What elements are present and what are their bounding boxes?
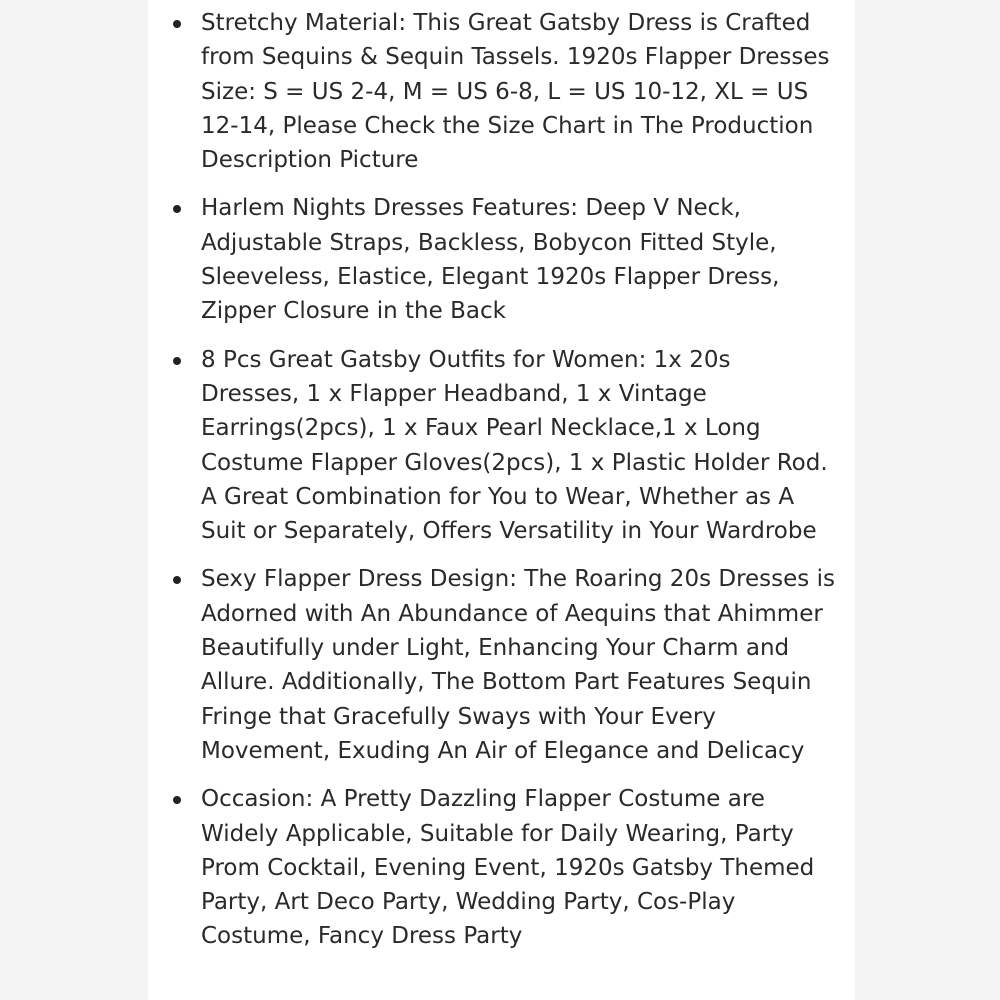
feature-text: Stretchy Material: This Great Gatsby Dress is Crafted from Sequins & Sequin Tassels. 1920s Flapper Dresses Size: S = US 2-4, M = US 6-8, L = US 10-12, XL = US 12-14, Please Check the Size Chart in The Production Description Picture <box>201 10 830 174</box>
bullet-icon <box>173 796 181 804</box>
product-description-card <box>148 0 855 1000</box>
bullet-icon <box>173 576 181 584</box>
feature-text: 8 Pcs Great Gatsby Outfits for Women: 1x 20s Dresses, 1 x Flapper Headband, 1 x Vintage Earrings(2pcs), 1 x Faux Pearl Necklace,1 x Long Costume Flapper Gloves(2pcs), 1 x Plastic Holder Rod. A Great Combination for You to Wear, Whether as A Suit or Separately, Offers Versatility in Your Wardrobe <box>201 346 828 545</box>
feature-item-material <box>148 6 855 177</box>
feature-text: Harlem Nights Dresses Features: Deep V Neck, Adjustable Straps, Backless, Bobycon Fitted Style, Sleeveless, Elastice, Elegant 1920s Flapper Dress, Zipper Closure in the Back <box>201 195 780 325</box>
bullet-icon <box>173 357 181 365</box>
feature-item-design <box>148 562 855 768</box>
feature-text: Sexy Flapper Dress Design: The Roaring 20s Dresses is Adorned with An Abundance of Aequins that Ahimmer Beautifully under Light, Enhancing Your Charm and Allure. Additionally, The Bottom Part Features Sequin Fringe that Gracefully Sways with Your Every Movement, Exuding An Air of Elegance and Delicacy <box>201 566 835 764</box>
feature-bullet-list <box>148 6 855 968</box>
feature-text: Occasion: A Pretty Dazzling Flapper Costume are Widely Applicable, Suitable for Daily Wearing, Party Prom Cocktail, Evening Event, 1920s Gatsby Themed Party, Art Deco Party, Wedding Party, Cos-Play Costume, Fancy Dress Party <box>201 786 815 950</box>
feature-item-occasion <box>148 782 855 953</box>
feature-item-package-contents <box>148 343 855 549</box>
bullet-icon <box>173 205 181 213</box>
bullet-icon <box>173 20 181 28</box>
feature-item-features <box>148 191 855 328</box>
